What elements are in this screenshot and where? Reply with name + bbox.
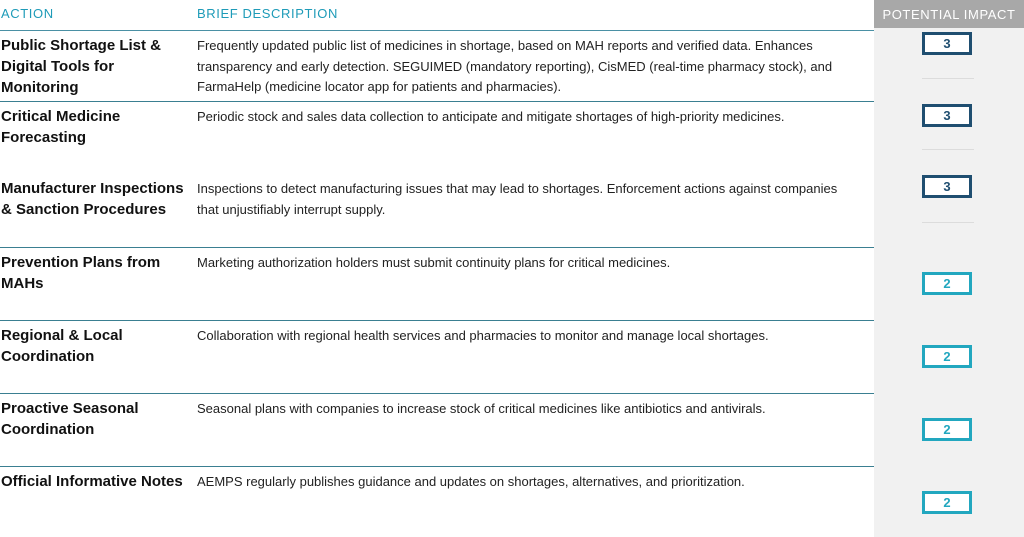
action-name: Proactive Seasonal Coordination	[1, 400, 139, 438]
table-row	[0, 321, 1024, 393]
action-name: Critical Medicine Forecasting	[1, 108, 121, 146]
impact-badge: 2	[922, 491, 972, 514]
action-name: Manufacturer Inspections & Sanction Procedures	[1, 180, 184, 218]
impact-badge: 2	[922, 418, 972, 441]
table-row	[0, 248, 1024, 320]
action-name: Regional & Local Coordination	[1, 327, 123, 365]
impact-badge: 2	[922, 272, 972, 295]
action-column-header: ACTION	[1, 6, 54, 21]
impact-divider	[922, 149, 974, 150]
impact-divider	[922, 222, 974, 223]
action-name: Official Informative Notes	[1, 473, 183, 490]
table-row	[0, 467, 1024, 537]
action-description: Frequently updated public list of medicines in shortage, based on MAH reports and verified data. Enhances transparency and early detection. SEGUIMED (mandatory reporting), CisMED (real-time pharmacy stock), and FarmaHelp (medicine locator app for patients and pharmacies).	[197, 38, 833, 94]
action-description: AEMPS regularly publishes guidance and updates on shortages, alternatives, and prioritization.	[197, 474, 745, 489]
action-description: Inspections to detect manufacturing issues that may lead to shortages. Enforcement actions against companies that unjustifiably interrupt supply.	[197, 181, 838, 217]
impact-badge: 3	[922, 104, 972, 127]
action-description: Collaboration with regional health services and pharmacies to monitor and manage local shortages.	[197, 328, 769, 343]
impact-badge: 2	[922, 345, 972, 368]
impact-badge: 3	[922, 32, 972, 55]
action-name: Public Shortage List & Digital Tools for Monitoring	[1, 37, 162, 96]
table-row	[0, 102, 1024, 172]
description-column-header: BRIEF DESCRIPTION	[197, 6, 338, 21]
action-name: Prevention Plans from MAHs	[1, 254, 161, 292]
impact-badge: 3	[922, 175, 972, 198]
impact-column-header: POTENTIAL IMPACT	[874, 0, 1024, 28]
table-row	[0, 31, 1024, 101]
action-description: Seasonal plans with companies to increase stock of critical medicines like antibiotics and antivirals.	[197, 401, 766, 416]
impact-divider	[922, 78, 974, 79]
action-description: Periodic stock and sales data collection to anticipate and mitigate shortages of high-priority medicines.	[197, 109, 785, 124]
action-description: Marketing authorization holders must submit continuity plans for critical medicines.	[197, 255, 671, 270]
table-row	[0, 174, 1024, 247]
table-row	[0, 394, 1024, 466]
